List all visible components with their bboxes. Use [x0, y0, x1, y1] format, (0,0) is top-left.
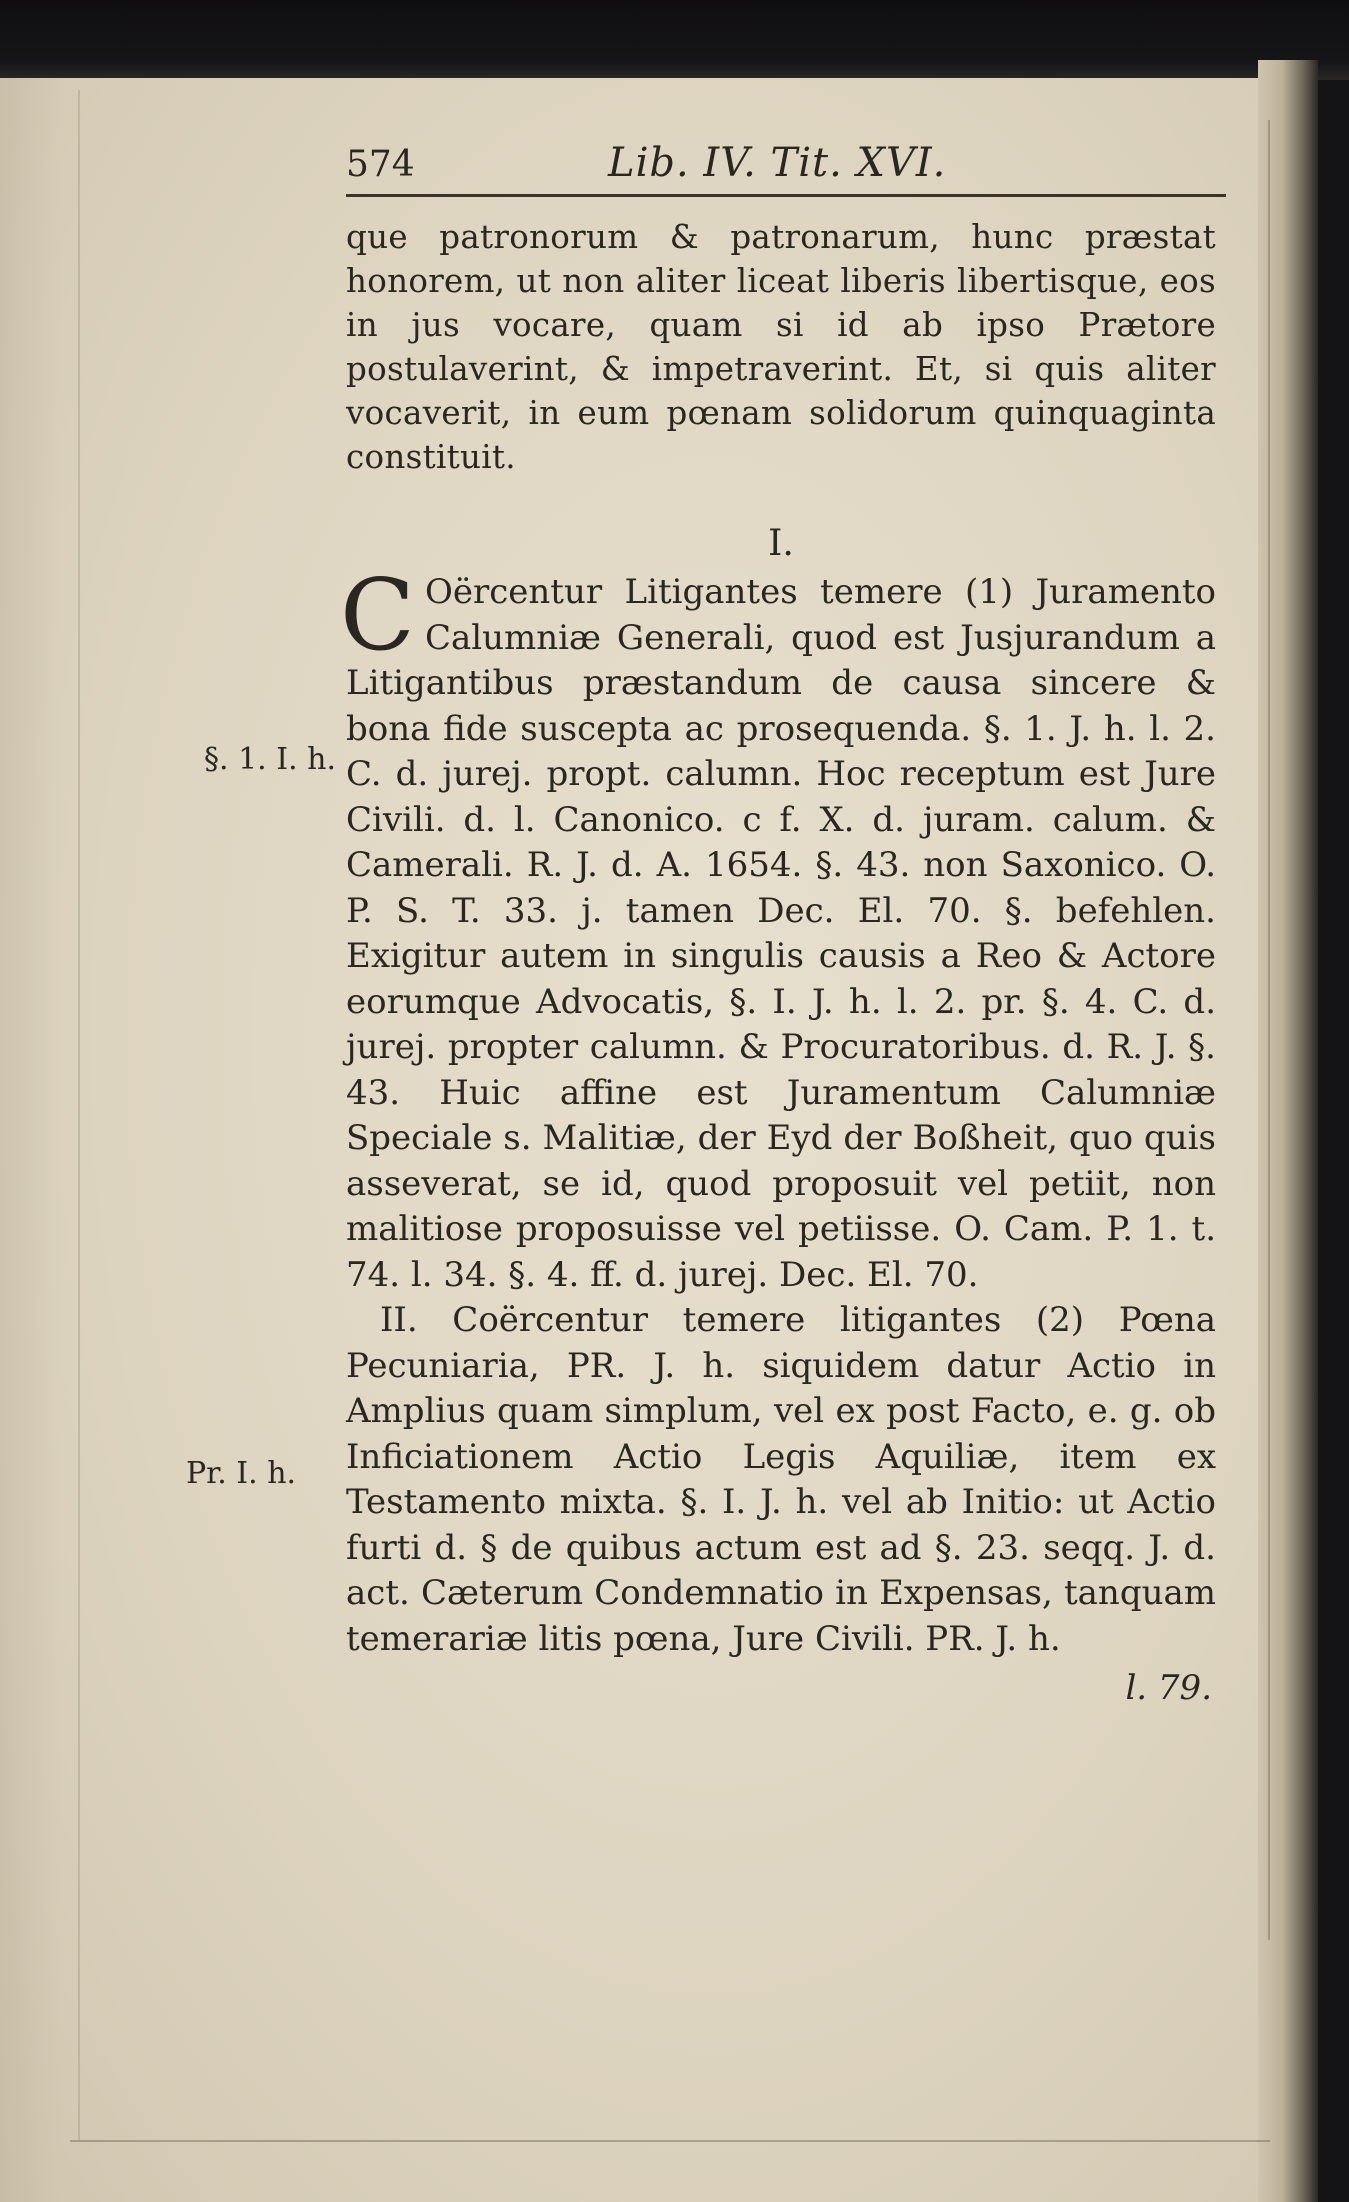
header-rule [346, 194, 1226, 197]
page-number: 574 [346, 144, 415, 185]
dark-top-band [0, 0, 1349, 80]
catchword: l. 79. [1125, 1668, 1212, 1708]
paragraph-2 [346, 1298, 1216, 1662]
intro-paragraph [346, 215, 1216, 479]
section-number: I. [768, 523, 794, 564]
margin-note-2: Pr. I. h. [186, 1456, 297, 1491]
fore-edge-line [1268, 120, 1270, 1940]
section-body [340, 559, 1216, 1712]
paragraph-1 [340, 559, 1216, 1298]
page-fore-edge [1258, 60, 1318, 2202]
drop-cap: C [340, 559, 415, 673]
text-block [340, 120, 1216, 1712]
gutter-line [78, 90, 80, 2140]
intro-text: que patronorum & patronarum, hunc præstat honorem, ut non aliter liceat liberis libertisque, eos in jus vocare, quam si id ab ipso Prætore postulaverint, & impetraverint. Et, si quis aliter vocaverit, in eum pœnam solidorum quinquaginta constituit. [346, 218, 1216, 476]
paragraph-1-text: Oërcentur Litigantes temere (1) Juramento Calumniæ Generali, quod est Jusjurandum a Litigantibus præstandum de causa sincere & bona fide suscepta ac prosequenda. §. 1. J. h. l. 2. C. d. jurej. propt. calumn. Hoc receptum est Jure Civili. d. l. Canonico. c f. X. d. juram. calum. & Camerali. R. J. d. A. 1654. §. 43. non Saxonico. O. P. S. T. 33. j. tamen Dec. El. 70. §. befehlen. Exigitur autem in singulis causis a Reo & Actore eorumque Advocatis, §. I. J. h. l. 2. pr. §. 4. C. d. jurej. propter calumn. & Procuratoribus. d. R. J. §. 43. Huic affine est Juramentum Calumniæ Speciale s. Malitiæ, der Eyd der Boßheit, quo quis asseverat, se id, quod proposuit vel petiit, non malitiose proposuisse vel petiisse. O. Cam. P. 1. t. 74. l. 34. §. 4. ff. d. jurej. Dec. El. 70. [346, 572, 1216, 1295]
bottom-rule [70, 2140, 1270, 2142]
running-head [346, 120, 1216, 190]
paragraph-2-text: II. Coërcentur temere litigantes (2) Pœna Pecuniaria, PR. J. h. siquidem datur Actio in Amplius quam simplum, vel ex post Facto, e. g. ob Inficiationem Actio Legis Aquiliæ, item ex Testamento mixta. §. I. J. h. vel ab Initio: ut Actio furti d. § de quibus actum est ad §. 23. seqq. J. d. act. Cæterum Condemnatio in Expensas, tanquam temerariæ litis pœna, Jure Civili. PR. J. h. [346, 1300, 1216, 1659]
running-title: Lib. IV. Tit. XVI. [608, 140, 947, 186]
margin-note-1: §. 1. I. h. [204, 742, 337, 777]
